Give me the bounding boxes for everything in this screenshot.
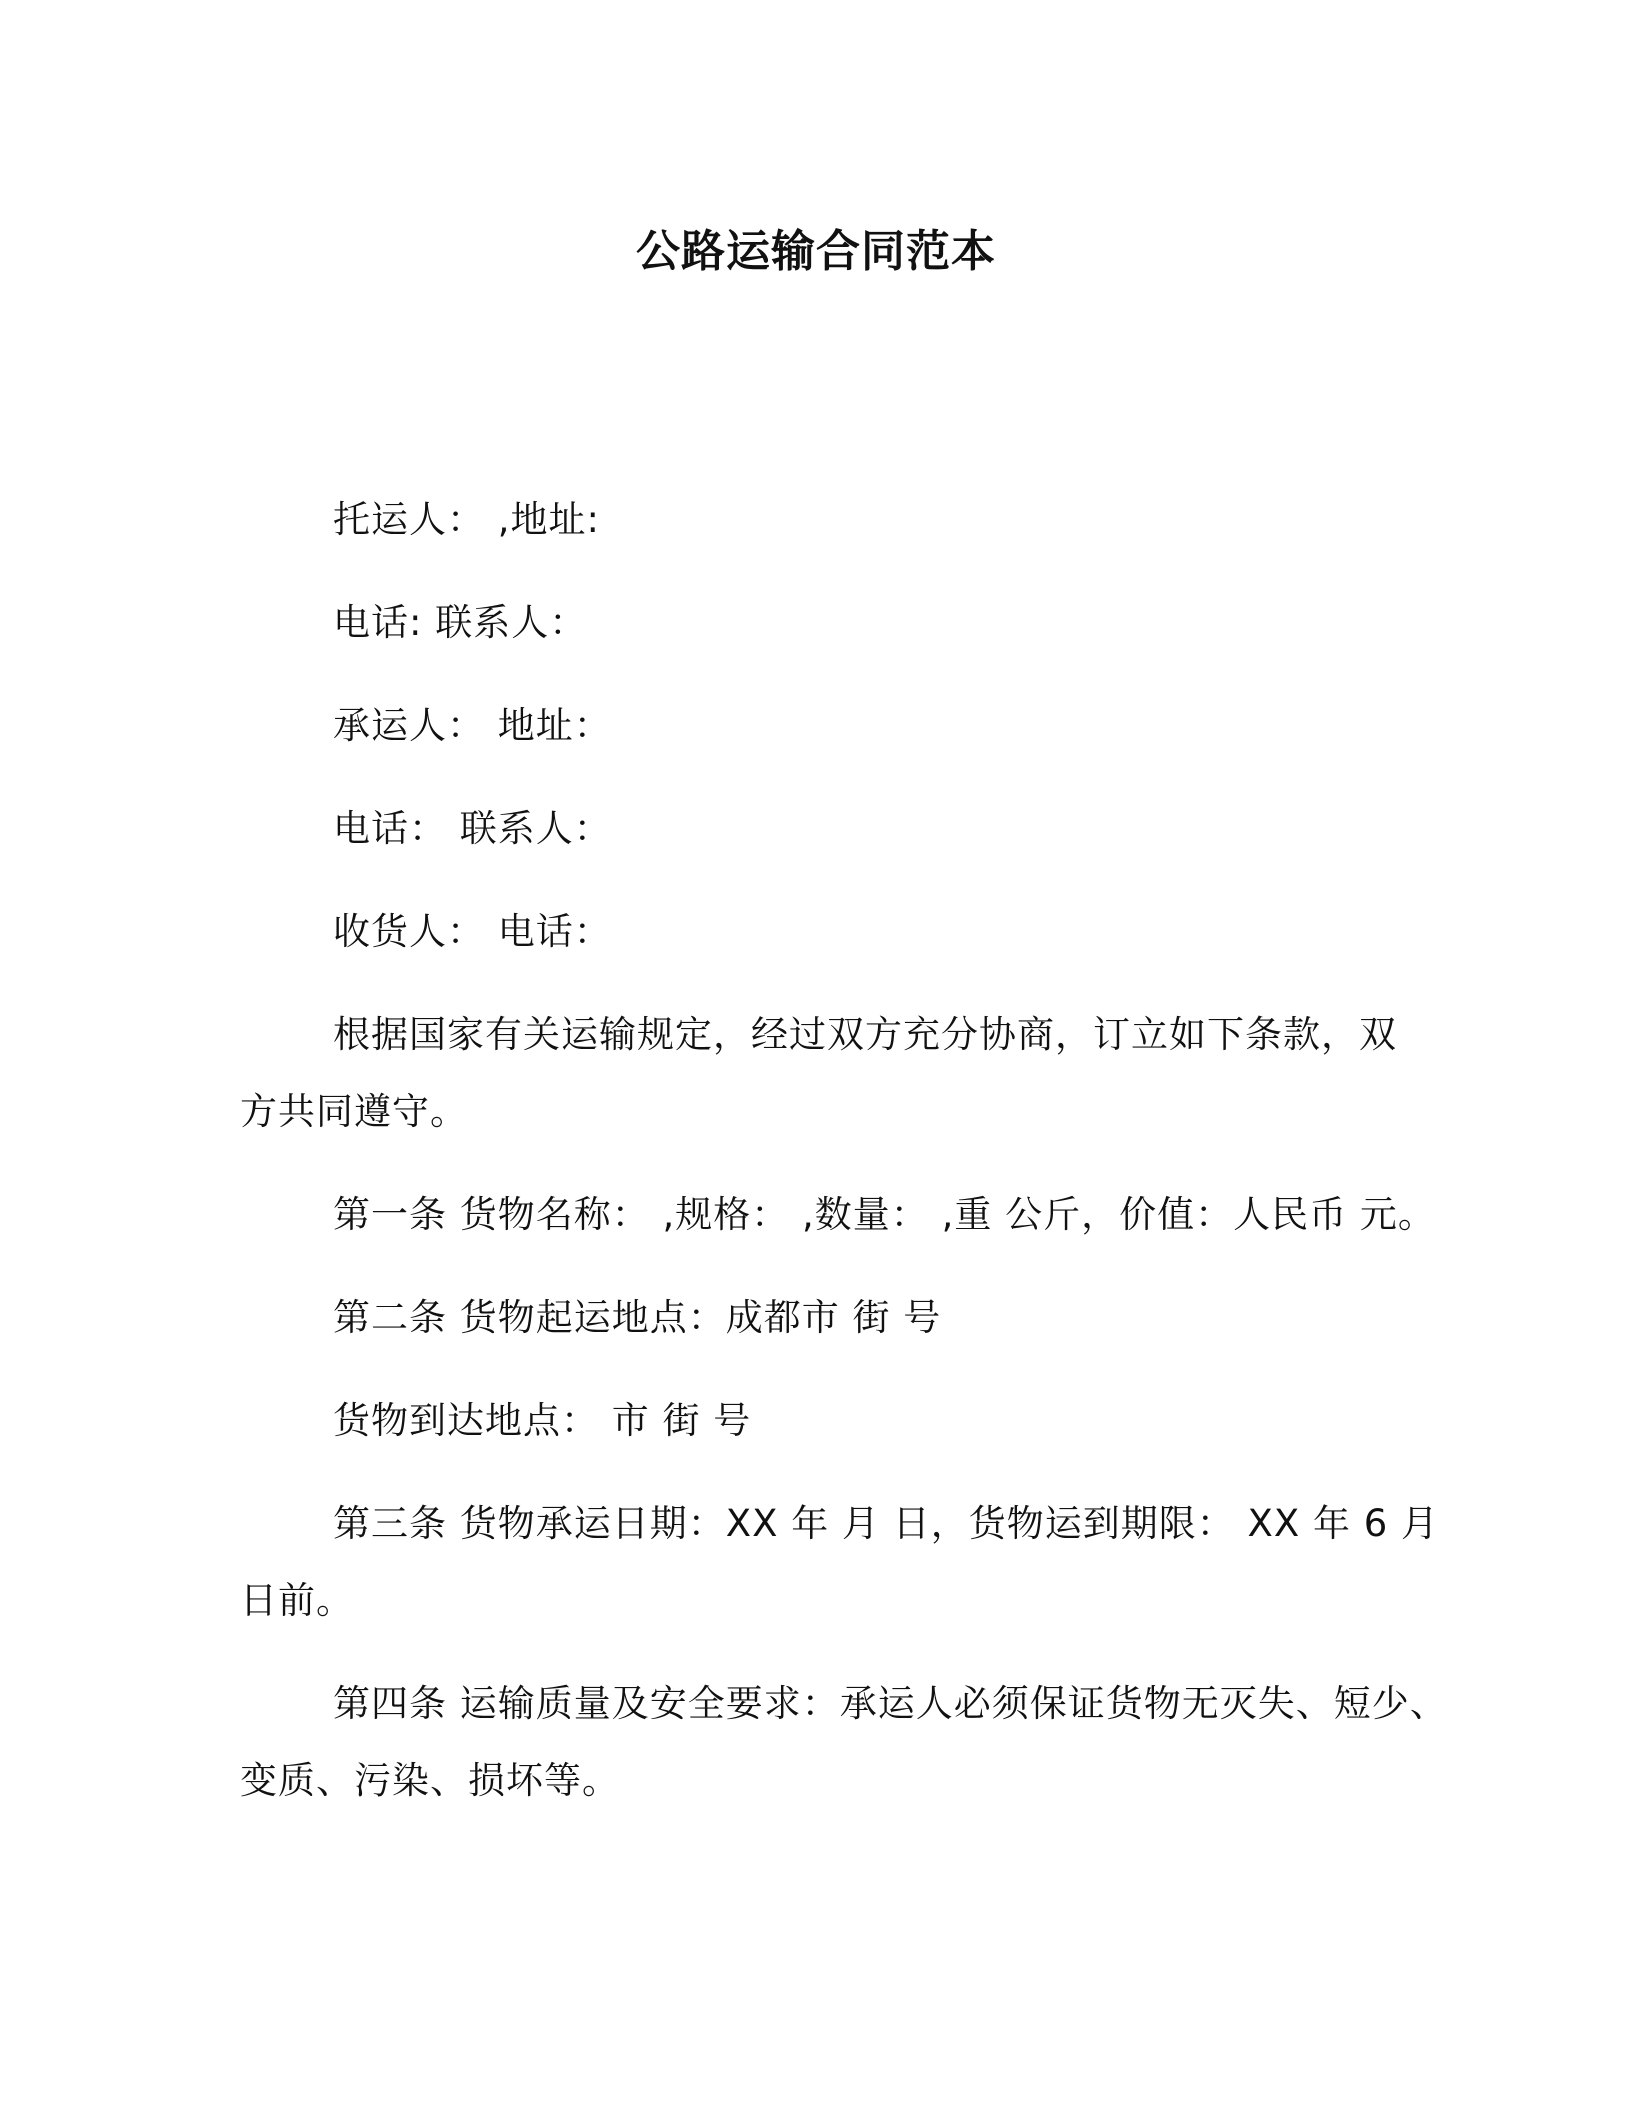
article-1-line: 第一条 货物名称： ,规格： ,数量： ,重 公斤，价值：人民币 元。 (333, 1193, 1436, 1236)
article-4-line-2: 变质、污染、损坏等。 (240, 1759, 620, 1802)
consignee-line: 收货人： 电话： (333, 910, 612, 953)
article-3-line-1: 第三条 货物承运日期：XX 年 月 日，货物运到期限： XX 年 6 月 (333, 1502, 1440, 1545)
article-4-line-1: 第四条 运输质量及安全要求：承运人必须保证货物无灭失、短少、 (333, 1682, 1448, 1725)
preamble-line-1: 根据国家有关运输规定，经过双方充分协商，订立如下条款，双 (333, 1013, 1397, 1056)
carrier-line: 承运人： 地址： (333, 704, 612, 747)
shipper-phone-line: 电话: 联系人： (333, 601, 588, 644)
preamble-line-2: 方共同遵守。 (240, 1090, 468, 1133)
carrier-phone-line: 电话： 联系人： (333, 807, 612, 850)
destination-line: 货物到达地点： 市 街 号 (333, 1399, 752, 1442)
article-2-line: 第二条 货物起运地点：成都市 街 号 (333, 1296, 942, 1339)
shipper-line: 托运人： ,地址: (333, 498, 600, 541)
article-3-line-2: 日前。 (240, 1579, 354, 1622)
document-title: 公路运输合同范本 (636, 226, 996, 277)
